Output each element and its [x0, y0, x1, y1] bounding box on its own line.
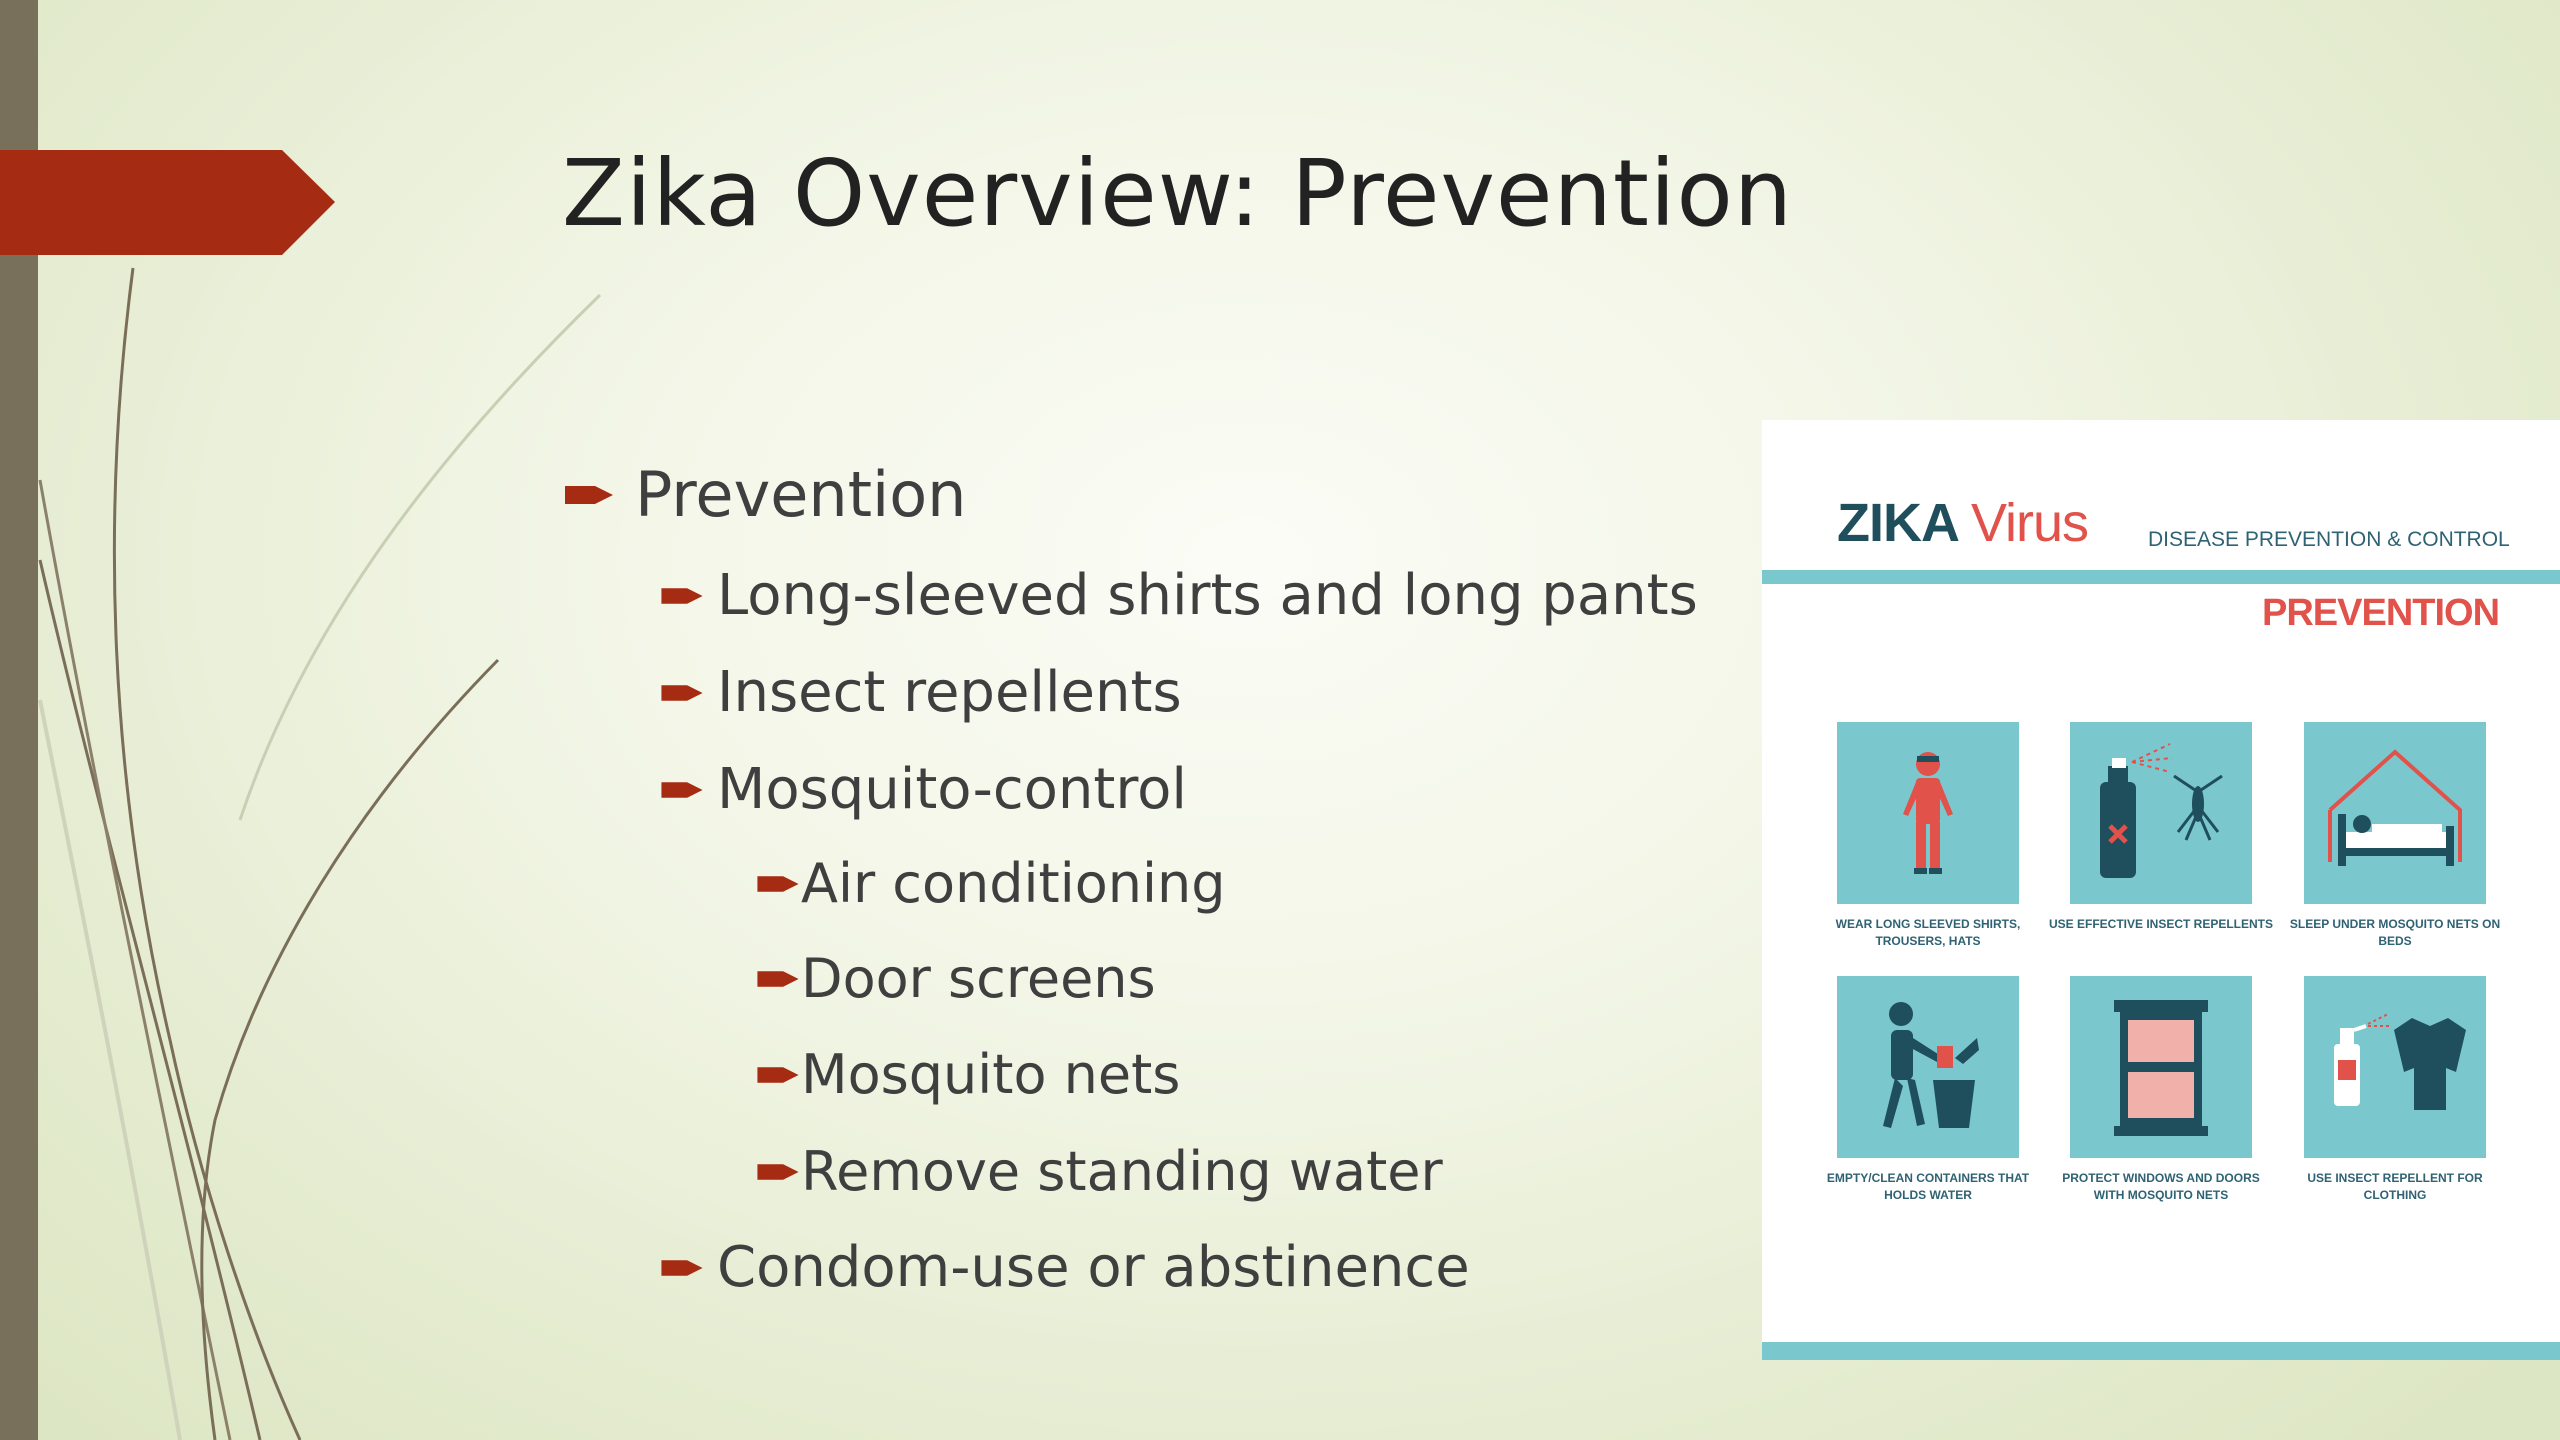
- long-clothing-person-icon: [1837, 722, 2019, 904]
- bullet-text: Remove standing water: [801, 1140, 1443, 1203]
- tile-caption: SLEEP UNDER MOSQUITO NETS ON BEDS: [2289, 917, 2501, 948]
- arrow-bullet-icon: [757, 967, 799, 991]
- bed-mosquito-net-icon: [2304, 722, 2486, 904]
- insect-repellent-spray-icon: [2070, 722, 2252, 904]
- infographic-title-word1: ZIKA: [1837, 493, 1957, 553]
- tile-caption: USE INSECT REPELLENT FOR CLOTHING: [2307, 1171, 2483, 1202]
- arrow-bullet-icon: [661, 778, 703, 802]
- bullet-item: [661, 563, 1698, 628]
- bullet-text: Mosquito-control: [717, 757, 1187, 822]
- bullet-item: [661, 1235, 1470, 1300]
- empty-container-icon: [1837, 976, 2019, 1158]
- zika-prevention-infographic: [1762, 420, 2560, 1360]
- arrow-bullet-icon: [661, 584, 703, 608]
- infographic-top-rule: [1762, 570, 2560, 584]
- window-screen-icon: [2070, 976, 2252, 1158]
- infographic-title: [1837, 492, 2088, 554]
- clothing-repellent-icon: [2304, 976, 2486, 1158]
- arrow-bullet-icon: [661, 681, 703, 705]
- bullet-text: Insect repellents: [717, 660, 1182, 725]
- bullet-item: [757, 852, 1226, 915]
- bullet-item: [757, 947, 1156, 1010]
- arrow-bullet-icon: [661, 1256, 703, 1280]
- bullet-text: Air conditioning: [801, 852, 1226, 915]
- arrow-bullet-icon: [757, 1063, 799, 1087]
- infographic-bottom-rule: [1762, 1342, 2560, 1360]
- arrow-bullet-icon: [565, 481, 613, 509]
- bullet-text: Condom-use or abstinence: [717, 1235, 1470, 1300]
- bullet-text: Mosquito nets: [801, 1043, 1181, 1106]
- bullet-item: [757, 1140, 1443, 1203]
- bullet-text: Door screens: [801, 947, 1156, 1010]
- bullet-item: [661, 757, 1187, 822]
- bullet-item: [661, 660, 1182, 725]
- tile-caption: EMPTY/CLEAN CONTAINERS THAT HOLDS WATER: [1826, 1171, 2030, 1202]
- arrow-bullet-icon: [757, 1160, 799, 1184]
- bullet-text: Long-sleeved shirts and long pants: [717, 563, 1698, 628]
- tile-caption: PROTECT WINDOWS AND DOORS WITH MOSQUITO NETS: [2062, 1171, 2260, 1202]
- slide-title: Zika Overview: Prevention: [562, 140, 1794, 247]
- title-arrow-shape: [0, 150, 335, 255]
- bullet-item: [757, 1043, 1180, 1106]
- tile-caption: WEAR LONG SLEEVED SHIRTS, TROUSERS, HATS: [1835, 917, 2021, 948]
- bullet-item: [565, 458, 966, 531]
- infographic-heading: PREVENTION: [2262, 592, 2500, 634]
- infographic-subtitle: DISEASE PREVENTION & CONTROL: [2148, 528, 2510, 551]
- bullet-text: Prevention: [635, 458, 967, 531]
- arrow-bullet-icon: [757, 872, 799, 896]
- infographic-title-word2: Virus: [1971, 493, 2089, 553]
- tile-caption: USE EFFECTIVE INSECT REPELLENTS: [2048, 917, 2274, 931]
